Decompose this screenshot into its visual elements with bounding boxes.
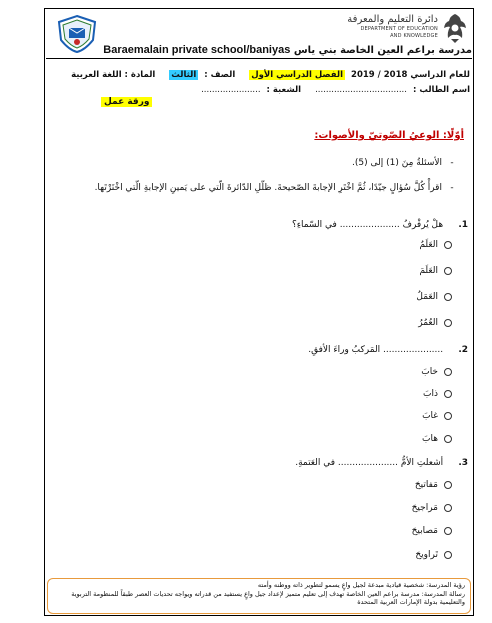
q2-option-1[interactable] <box>421 367 452 377</box>
school-name-english: Baraemalain private school/baniyas <box>103 44 291 56</box>
info-row-year <box>71 70 470 80</box>
option-label: مَراجيحَ <box>411 503 438 513</box>
radio-circle-icon[interactable] <box>444 390 452 398</box>
radio-circle-icon[interactable] <box>444 293 452 301</box>
academic-year: للعام الدراسي 2018 / 2019 <box>351 70 470 80</box>
info-row-student <box>201 85 470 95</box>
instruction-text-1: الأسئلةُ مِنَ (1) إلى (5). <box>352 158 442 168</box>
question-2 <box>308 345 468 355</box>
student-name-label: اسم الطالب : <box>412 85 470 95</box>
subject-label: المادة : اللغة العربية <box>71 70 156 80</box>
radio-circle-icon[interactable] <box>444 241 452 249</box>
option-label: العَمَلُ <box>416 292 438 302</box>
option-label: هابَ <box>422 434 438 444</box>
radio-circle-icon[interactable] <box>444 551 452 559</box>
vision-mission-box <box>47 578 471 614</box>
grade-label: الصف : <box>204 70 236 80</box>
radio-circle-icon[interactable] <box>444 504 452 512</box>
school-mission: رسالة المدرسة: مدرسة براعم العين الخاصة تهدف إلى تعليم متميز لإعداد جيل واعٍ يستفيد من قدراته ويواجه تحديات العصر طبقاً للمنظومة التربوية والتعليمية بدولة الإمارات العربية المتحدة <box>71 589 465 606</box>
option-label: العَلَمَ <box>419 266 438 276</box>
q1-option-4[interactable] <box>418 318 452 328</box>
header-divider <box>46 58 472 59</box>
option-label: العُمُرُ <box>418 318 438 328</box>
option-label: مَصابيحَ <box>411 526 438 536</box>
q2-option-3[interactable] <box>422 411 452 421</box>
option-label: ذابَ <box>423 389 438 399</box>
q3-option-2[interactable] <box>412 503 452 513</box>
school-name-arabic: مدرسة براعم العين الخاصة بني ياس <box>293 45 472 56</box>
school-logo-icon <box>55 14 99 54</box>
q3-option-3[interactable] <box>412 526 452 536</box>
question-number: 2. <box>458 345 468 355</box>
instruction-line-2: -اقرأْ كُلَّ سُؤالٍ جيّدًا، ثُمَّ اخْتَرِ الإجابةَ الصّحيحةَ. ظلّلِ الدّائرةَ الّتي على يَمينِ الإجابةِ الّتي اخْتَرْتَها. <box>94 183 454 193</box>
radio-circle-icon[interactable] <box>444 267 452 275</box>
q3-option-4[interactable] <box>415 550 452 560</box>
instruction-text-2: اقرأْ كُلَّ سُؤالٍ جيّدًا، ثُمَّ اخْتَرِ الإجابةَ الصّحيحةَ. ظلّلِ الدّائرةَ الّتي على يَمينِ الإجابةِ الّتي اخْتَرْتَها. <box>94 183 442 193</box>
radio-circle-icon[interactable] <box>444 481 452 489</box>
term-label: الفصل الدراسي الأول <box>251 70 344 80</box>
question-text: ..................... المَركبُ وراءَ الأفقِ. <box>308 345 444 355</box>
question-number: 3. <box>458 458 468 468</box>
q3-option-1[interactable] <box>415 480 452 490</box>
q1-option-1[interactable] <box>419 240 452 250</box>
radio-circle-icon[interactable] <box>444 435 452 443</box>
option-label: العَلَمُ <box>419 240 438 250</box>
section-title: أوّلًا: الوعيُ الصّوتيّ والأصوات: <box>314 130 464 141</box>
worksheet-badge: ورقة عمل <box>101 97 152 107</box>
q1-option-3[interactable] <box>416 292 452 302</box>
option-label: خابَ <box>421 367 438 377</box>
radio-circle-icon[interactable] <box>444 368 452 376</box>
student-name-field[interactable]: .................................. <box>315 85 407 95</box>
school-vision: رؤية المدرسة: شخصية قيادية مبدعة لجيل واعٍ يسمو لتطوير ذاته ووطنه وأمته <box>257 581 465 589</box>
department-name-english-1: DEPARTMENT OF EDUCATION <box>360 26 438 32</box>
department-name-english-2: AND KNOWLEDGE <box>390 33 438 39</box>
q2-option-4[interactable] <box>422 434 452 444</box>
question-number: 1. <box>458 220 468 230</box>
option-label: غابَ <box>422 411 438 421</box>
school-name <box>103 44 472 56</box>
section-field[interactable]: ...................... <box>201 85 261 95</box>
question-text: هلْ يُرفْرفُ ..................... في السّماءِ؟ <box>291 220 444 230</box>
radio-circle-icon[interactable] <box>444 527 452 535</box>
q2-option-2[interactable] <box>423 389 452 399</box>
falcon-emblem-icon <box>442 12 468 44</box>
radio-circle-icon[interactable] <box>444 319 452 327</box>
question-3 <box>295 458 468 468</box>
department-name-arabic: دائرة التعليم والمعرفة <box>347 14 438 25</box>
option-label: مَفاتيحَ <box>414 480 438 490</box>
radio-circle-icon[interactable] <box>444 412 452 420</box>
section-label: الشعبة : <box>266 85 302 95</box>
question-1 <box>292 220 468 230</box>
option-label: تَراويحَ <box>415 550 438 560</box>
q1-option-2[interactable] <box>419 266 452 276</box>
grade-value: الثالث <box>171 70 197 80</box>
department-block <box>328 12 468 46</box>
question-text: أشعلتِ الأمُّ ..................... في العَتمةِ. <box>295 458 444 468</box>
instruction-line-1: -الأسئلةُ مِنَ (1) إلى (5). <box>352 158 454 168</box>
